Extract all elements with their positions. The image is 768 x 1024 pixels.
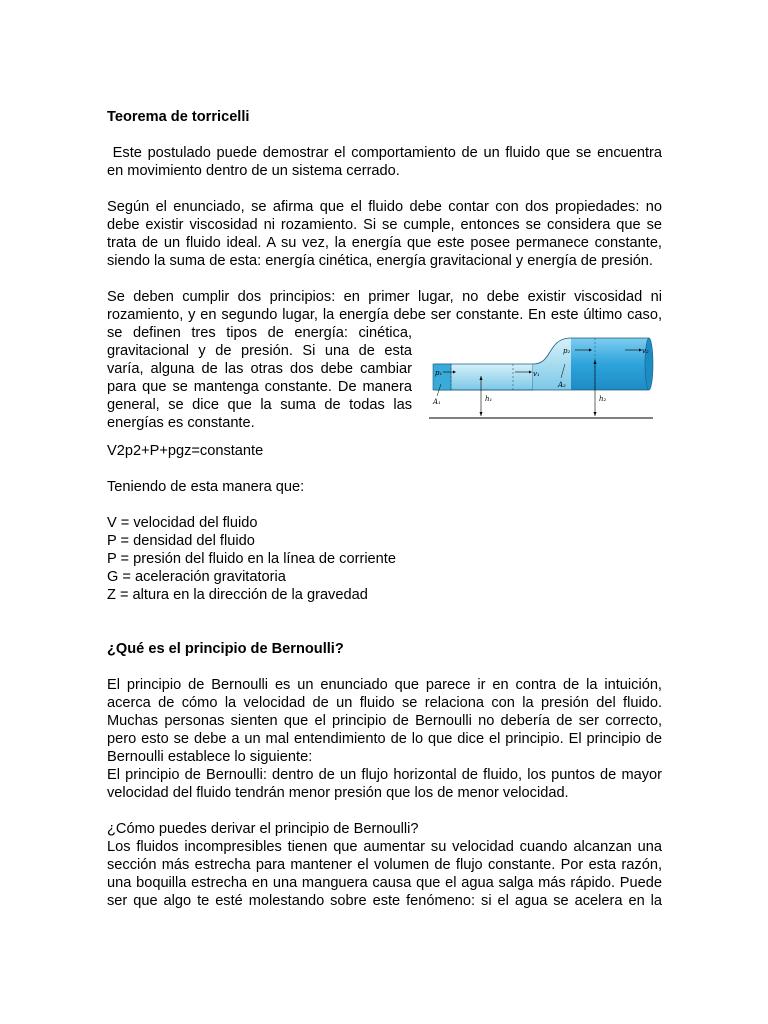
paragraph-principios: Se deben cumplir dos principios: en primer lugar, no debe existir viscosidad ni rozamiento, y en segundo lugar, la energía debe ser constante. En este último caso, (107, 289, 662, 323)
label-A2: A₂ (558, 381, 566, 389)
definition-item: P = densidad del fluido (107, 533, 255, 549)
definition-item: Z = altura en la dirección de la gravedad (107, 587, 368, 603)
definition-item: P = presión del fluido en la línea de corriente (107, 551, 396, 567)
label-p1: p₁ (435, 369, 443, 377)
energy-block (107, 324, 662, 432)
label-v2: v₂ (642, 347, 649, 355)
definitions-intro: Teniendo de esta manera que: (107, 479, 305, 495)
heading-torricelli: Teorema de torricelli (107, 109, 250, 125)
label-A1: A₁ (433, 398, 441, 406)
definition-item: G = aceleración gravitatoria (107, 569, 286, 585)
pipe-inlet-cap (433, 364, 451, 390)
label-h2: h₂ (599, 395, 607, 403)
definition-item: V = velocidad del fluido (107, 515, 258, 531)
paragraph-postulado: Este postulado puede demostrar el comportamiento de un fluido que se encuentra en movimiento dentro de un sistema cerrado. (107, 145, 662, 179)
pipe-outlet-end (645, 338, 653, 390)
question-derivar: ¿Cómo puedes derivar el principio de Bernoulli? (107, 821, 419, 837)
formula: V2p2+P+pgz=constante (107, 443, 264, 459)
heading-bernoulli: ¿Qué es el principio de Bernoulli? (107, 641, 344, 657)
pipe-flow-diagram (429, 324, 657, 424)
paragraph-energias: se definen tres tipos de energía: cinética, gravitacional y de presión. Si una de esta varía, alguna de las otras dos debe cambiar para que se mantenga constante. De manera general, se dice que la suma de todas las energías es constante. (107, 325, 412, 431)
paragraph-bernoulli: El principio de Bernoulli es un enunciado que parece ir en contra de la intuición, acerca de cómo la velocidad de un fluido se relaciona con la presión del fluido. Muchas personas sienten que el principio de Bernoulli no debería de ser correcto, pero esto se debe a un mal entendimiento de lo que dice el principio. El principio de Bernoulli establece lo siguiente: El principio de Bernoulli: dentro de un flujo horizontal de fluido, los puntos de mayor velocidad del fluido tendrán menor presión que los de menor velocidad. (107, 677, 662, 801)
definitions-list (107, 514, 662, 604)
paragraph-enunciado: Según el enunciado, se afirma que el fluido debe contar con dos propiedades: no debe existir viscosidad ni rozamiento. Si se cumple, entonces se considera que se trata de un fluido ideal. A su vez, la energía que este posee permanece constante, siendo la suma de esta: energía cinética, energía gravitacional y energía de presión. (107, 199, 662, 269)
label-h1: h₁ (485, 395, 493, 403)
label-p2: p₂ (563, 347, 571, 355)
document-page (107, 108, 662, 910)
label-v1: v₁ (533, 370, 540, 378)
paragraph-fluidos: Los fluidos incompresibles tienen que aumentar su velocidad cuando alcanzan una sección más estrecha para mantener el volumen de flujo constante. Por esta razón, una boquilla estrecha en una manguera causa que el agua salga más rápido. Puede ser que algo te esté molestando sobre este fenómeno: si el agua se acelera en la (107, 839, 662, 909)
